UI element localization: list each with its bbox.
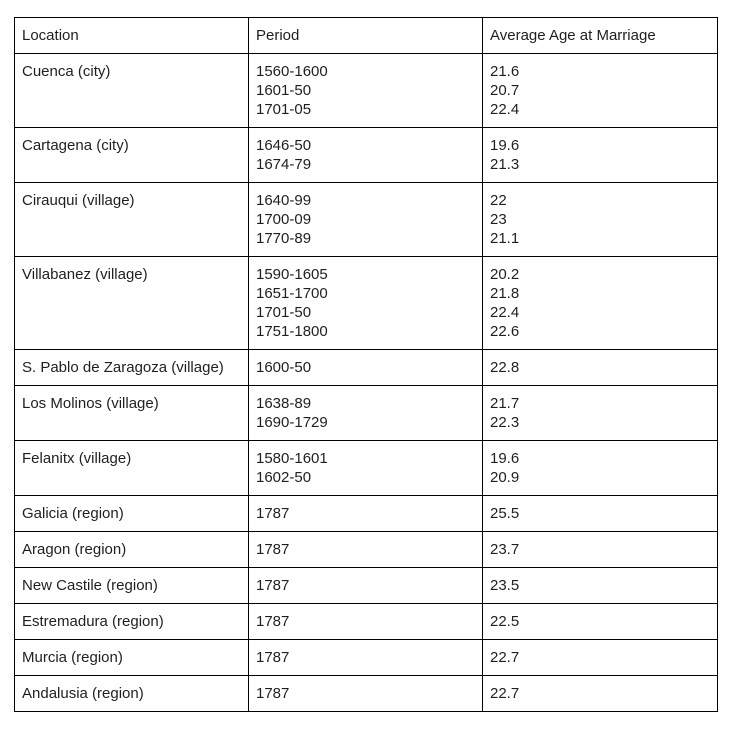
- location-cell: [15, 350, 249, 386]
- table-row: [15, 183, 718, 257]
- period-value: 1690-1729: [256, 414, 328, 431]
- location-label: Los Molinos (village): [22, 395, 159, 412]
- average-age-value: 22.7: [490, 685, 520, 702]
- period-value: 1787: [256, 577, 290, 594]
- marriage-age-table: [14, 17, 718, 712]
- average-age-value: 22: [490, 192, 507, 209]
- table-row: [15, 568, 718, 604]
- average-age-cell: [483, 386, 718, 441]
- period-value: 1787: [256, 505, 290, 522]
- period-value: 1646-50: [256, 137, 312, 154]
- average-age-cell: [483, 128, 718, 183]
- location-label: Estremadura (region): [22, 613, 164, 630]
- period-value: 1638-89: [256, 395, 312, 412]
- period-value: 1601-50: [256, 82, 312, 99]
- location-cell: [15, 496, 249, 532]
- location-label: Cirauqui (village): [22, 192, 135, 209]
- average-age-value: 20.2: [490, 266, 520, 283]
- period-cell: [249, 350, 483, 386]
- table-row: [15, 604, 718, 640]
- average-age-cell: [483, 676, 718, 712]
- average-age-cell: [483, 532, 718, 568]
- table-row: [15, 441, 718, 496]
- period-value: 1787: [256, 649, 290, 666]
- location-label: Villabanez (village): [22, 266, 148, 283]
- location-cell: [15, 257, 249, 350]
- location-cell: [15, 568, 249, 604]
- period-value: 1580-1601: [256, 450, 328, 467]
- average-age-value: 23.7: [490, 541, 520, 558]
- period-cell: [249, 604, 483, 640]
- location-label: Felanitx (village): [22, 450, 132, 467]
- average-age-value: 22.5: [490, 613, 520, 630]
- location-cell: [15, 183, 249, 257]
- period-value: 1640-99: [256, 192, 312, 209]
- period-cell: [249, 54, 483, 128]
- period-value: 1602-50: [256, 469, 312, 486]
- average-age-cell: [483, 54, 718, 128]
- header-average-age: Average Age at Marriage: [483, 18, 718, 54]
- average-age-value: 21.8: [490, 285, 520, 302]
- period-cell: [249, 257, 483, 350]
- period-cell: [249, 496, 483, 532]
- average-age-value: 20.9: [490, 469, 520, 486]
- period-cell: [249, 183, 483, 257]
- period-value: 1700-09: [256, 211, 312, 228]
- average-age-cell: [483, 441, 718, 496]
- average-age-cell: [483, 604, 718, 640]
- period-value: 1701-05: [256, 101, 312, 118]
- table-row: [15, 257, 718, 350]
- period-value: 1787: [256, 685, 290, 702]
- average-age-value: 21.3: [490, 156, 520, 173]
- average-age-cell: [483, 257, 718, 350]
- period-cell: [249, 441, 483, 496]
- average-age-value: 22.7: [490, 649, 520, 666]
- location-label: Murcia (region): [22, 649, 123, 666]
- location-label: S. Pablo de Zaragoza (village): [22, 359, 224, 376]
- average-age-value: 20.7: [490, 82, 520, 99]
- table-row: [15, 128, 718, 183]
- average-age-value: 19.6: [490, 450, 520, 467]
- table-row: [15, 386, 718, 441]
- location-cell: [15, 441, 249, 496]
- average-age-value: 19.6: [490, 137, 520, 154]
- location-cell: [15, 640, 249, 676]
- location-label: Aragon (region): [22, 541, 127, 558]
- average-age-value: 22.3: [490, 414, 520, 431]
- period-value: 1770-89: [256, 230, 312, 247]
- period-cell: [249, 128, 483, 183]
- table-row: [15, 640, 718, 676]
- average-age-value: 21.1: [490, 230, 520, 247]
- period-cell: [249, 568, 483, 604]
- average-age-cell: [483, 183, 718, 257]
- location-cell: [15, 128, 249, 183]
- location-cell: [15, 54, 249, 128]
- period-value: 1590-1605: [256, 266, 328, 283]
- table-row: [15, 496, 718, 532]
- location-cell: [15, 532, 249, 568]
- period-value: 1560-1600: [256, 63, 328, 80]
- location-cell: [15, 386, 249, 441]
- period-value: 1674-79: [256, 156, 312, 173]
- average-age-cell: [483, 640, 718, 676]
- location-label: Cuenca (city): [22, 63, 111, 80]
- average-age-value: 23.5: [490, 577, 520, 594]
- location-label: Cartagena (city): [22, 137, 129, 154]
- header-row: [15, 18, 718, 54]
- period-value: 1787: [256, 541, 290, 558]
- table-row: [15, 350, 718, 386]
- period-value: 1751-1800: [256, 323, 328, 340]
- location-cell: [15, 604, 249, 640]
- period-value: 1600-50: [256, 359, 312, 376]
- period-value: 1701-50: [256, 304, 312, 321]
- average-age-value: 23: [490, 211, 507, 228]
- period-value: 1651-1700: [256, 285, 328, 302]
- location-label: Galicia (region): [22, 505, 124, 522]
- location-cell: [15, 676, 249, 712]
- average-age-value: 22.8: [490, 359, 520, 376]
- average-age-value: 21.7: [490, 395, 520, 412]
- average-age-cell: [483, 568, 718, 604]
- period-cell: [249, 640, 483, 676]
- average-age-value: 22.4: [490, 304, 520, 321]
- average-age-cell: [483, 496, 718, 532]
- table-row: [15, 676, 718, 712]
- location-label: New Castile (region): [22, 577, 158, 594]
- average-age-value: 25.5: [490, 505, 520, 522]
- period-cell: [249, 676, 483, 712]
- header-location: Location: [15, 18, 249, 54]
- table-body: [15, 54, 718, 712]
- header-period: Period: [249, 18, 483, 54]
- period-value: 1787: [256, 613, 290, 630]
- table-row: [15, 54, 718, 128]
- period-cell: [249, 532, 483, 568]
- table-row: [15, 532, 718, 568]
- period-cell: [249, 386, 483, 441]
- average-age-cell: [483, 350, 718, 386]
- average-age-value: 22.6: [490, 323, 520, 340]
- location-label: Andalusia (region): [22, 685, 144, 702]
- average-age-value: 21.6: [490, 63, 520, 80]
- average-age-value: 22.4: [490, 101, 520, 118]
